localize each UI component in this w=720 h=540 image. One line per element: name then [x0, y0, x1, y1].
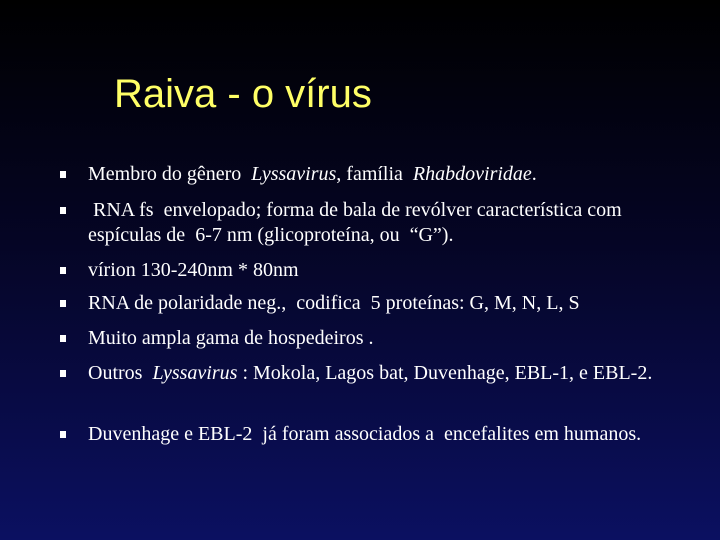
bullet-square-icon — [60, 267, 66, 274]
genus-name: Lyssavirus — [251, 163, 337, 185]
bullet-host-range — [60, 326, 660, 351]
bullet-text-part: . — [531, 163, 537, 185]
bullet-rna-envelope — [60, 198, 660, 248]
bullet-square-icon — [60, 207, 66, 214]
bullet-square-icon — [60, 370, 66, 377]
bullet-text: Muito ampla gama de hospedeiros . — [88, 327, 374, 349]
bullet-square-icon — [60, 335, 66, 342]
bullet-text-part: Outros — [88, 362, 153, 384]
bullet-square-icon — [60, 431, 66, 438]
slide-title: Raiva - o vírus — [114, 72, 372, 116]
family-name: Rhabdoviridae — [412, 163, 532, 185]
bullet-encephalitis — [60, 422, 660, 447]
bullet-text: Duvenhage e EBL-2 já foram associados a encefalites em humanos. — [88, 423, 642, 445]
bullet-square-icon — [60, 300, 66, 307]
bullet-text-part: , família — [336, 163, 413, 185]
bullet-text — [88, 162, 660, 187]
bullet-virion-size — [60, 258, 660, 283]
bullet-rna-polarity — [60, 291, 660, 316]
bullet-text: RNA fs envelopado; forma de bala de revólver característica com espículas de 6-7 nm (glicoproteína, ou “G”). — [88, 199, 627, 246]
bullet-text: RNA de polaridade neg., codifica 5 proteínas: G, M, N, L, S — [88, 292, 580, 314]
bullet-text-part: : Mokola, Lagos bat, Duvenhage, EBL-1, e EBL-2. — [237, 362, 653, 384]
bullet-other-lyssavirus — [60, 361, 660, 386]
genus-name: Lyssavirus — [152, 362, 238, 384]
bullet-genus-family — [60, 162, 660, 187]
bullet-text — [88, 361, 660, 386]
bullet-text: vírion 130-240nm * 80nm — [88, 259, 299, 281]
bullet-text-part: Membro do gênero — [88, 163, 252, 185]
bullet-square-icon — [60, 171, 66, 178]
